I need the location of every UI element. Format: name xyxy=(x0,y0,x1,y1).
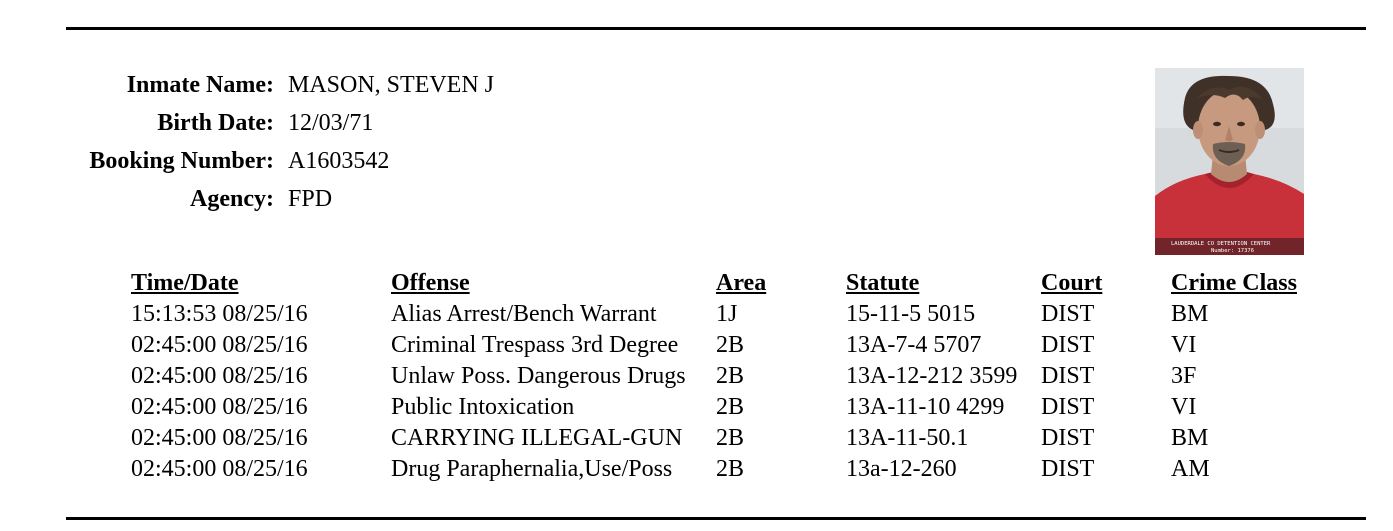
cell-court: DIST xyxy=(1041,301,1095,327)
cell-time-date: 02:45:00 08/25/16 xyxy=(131,394,308,420)
agency-value: FPD xyxy=(288,186,333,212)
cell-crime-class: VI xyxy=(1171,394,1197,420)
cell-area: 1J xyxy=(716,301,738,327)
table-row xyxy=(131,392,1311,423)
cell-offense: Alias Arrest/Bench Warrant xyxy=(391,301,657,327)
cell-area: 2B xyxy=(716,332,745,358)
header-statute: Statute xyxy=(846,270,920,296)
cell-court: DIST xyxy=(1041,456,1095,482)
cell-court: DIST xyxy=(1041,425,1095,451)
cell-crime-class: 3F xyxy=(1171,363,1197,389)
cell-crime-class: BM xyxy=(1171,301,1209,327)
cell-statute: 13A-11-50.1 xyxy=(846,425,969,451)
bottom-divider xyxy=(66,517,1366,520)
table-row xyxy=(131,330,1311,361)
top-divider xyxy=(66,27,1366,30)
cell-time-date: 02:45:00 08/25/16 xyxy=(131,456,308,482)
header-time-date: Time/Date xyxy=(131,270,239,296)
cell-offense: Drug Paraphernalia,Use/Poss xyxy=(391,456,673,482)
inmate-name-value: MASON, STEVEN J xyxy=(288,72,495,98)
cell-statute: 13A-12-212 3599 xyxy=(846,363,1018,389)
cell-crime-class: VI xyxy=(1171,332,1197,358)
cell-area: 2B xyxy=(716,363,745,389)
header-crime-class: Crime Class xyxy=(1171,270,1297,296)
cell-court: DIST xyxy=(1041,332,1095,358)
cell-time-date: 02:45:00 08/25/16 xyxy=(131,332,308,358)
cell-court: DIST xyxy=(1041,363,1095,389)
birth-date-label: Birth Date: xyxy=(157,110,274,136)
booking-number-label: Booking Number: xyxy=(89,148,274,174)
birth-date-value: 12/03/71 xyxy=(288,110,374,136)
cell-time-date: 02:45:00 08/25/16 xyxy=(131,425,308,451)
header-offense: Offense xyxy=(391,270,470,296)
inmate-info xyxy=(60,66,494,218)
cell-time-date: 02:45:00 08/25/16 xyxy=(131,363,308,389)
cell-offense: Public Intoxication xyxy=(391,394,575,420)
agency-label: Agency: xyxy=(190,186,274,212)
inmate-name-row xyxy=(60,66,494,104)
booking-number-row xyxy=(60,142,494,180)
agency-row xyxy=(60,180,494,218)
table-row xyxy=(131,454,1311,485)
cell-area: 2B xyxy=(716,394,745,420)
cell-area: 2B xyxy=(716,456,745,482)
cell-area: 2B xyxy=(716,425,745,451)
booking-number-value: A1603542 xyxy=(288,148,390,174)
cell-court: DIST xyxy=(1041,394,1095,420)
cell-offense: CARRYING ILLEGAL-GUN xyxy=(391,425,683,451)
cell-statute: 15-11-5 5015 xyxy=(846,301,976,327)
table-row xyxy=(131,423,1311,454)
inmate-name-label: Inmate Name: xyxy=(126,72,274,98)
cell-offense: Criminal Trespass 3rd Degree xyxy=(391,332,679,358)
table-row xyxy=(131,361,1311,392)
charges-header-row xyxy=(131,268,1311,299)
cell-statute: 13A-7-4 5707 xyxy=(846,332,982,358)
photo-caption-line2: Number: 17376 xyxy=(1211,248,1255,254)
header-area: Area xyxy=(716,270,767,296)
photo-caption-line1: LAUDERDALE CO DETENTION CENTER xyxy=(1171,241,1271,247)
charges-table xyxy=(131,268,1311,485)
cell-crime-class: BM xyxy=(1171,425,1209,451)
header-court: Court xyxy=(1041,270,1103,296)
cell-offense: Unlaw Poss. Dangerous Drugs xyxy=(391,363,686,389)
cell-statute: 13A-11-10 4299 xyxy=(846,394,1005,420)
cell-statute: 13a-12-260 xyxy=(846,456,957,482)
cell-crime-class: AM xyxy=(1171,456,1210,482)
cell-time-date: 15:13:53 08/25/16 xyxy=(131,301,308,327)
birth-date-row xyxy=(60,104,494,142)
table-row xyxy=(131,299,1311,330)
inmate-photo xyxy=(1155,68,1304,255)
